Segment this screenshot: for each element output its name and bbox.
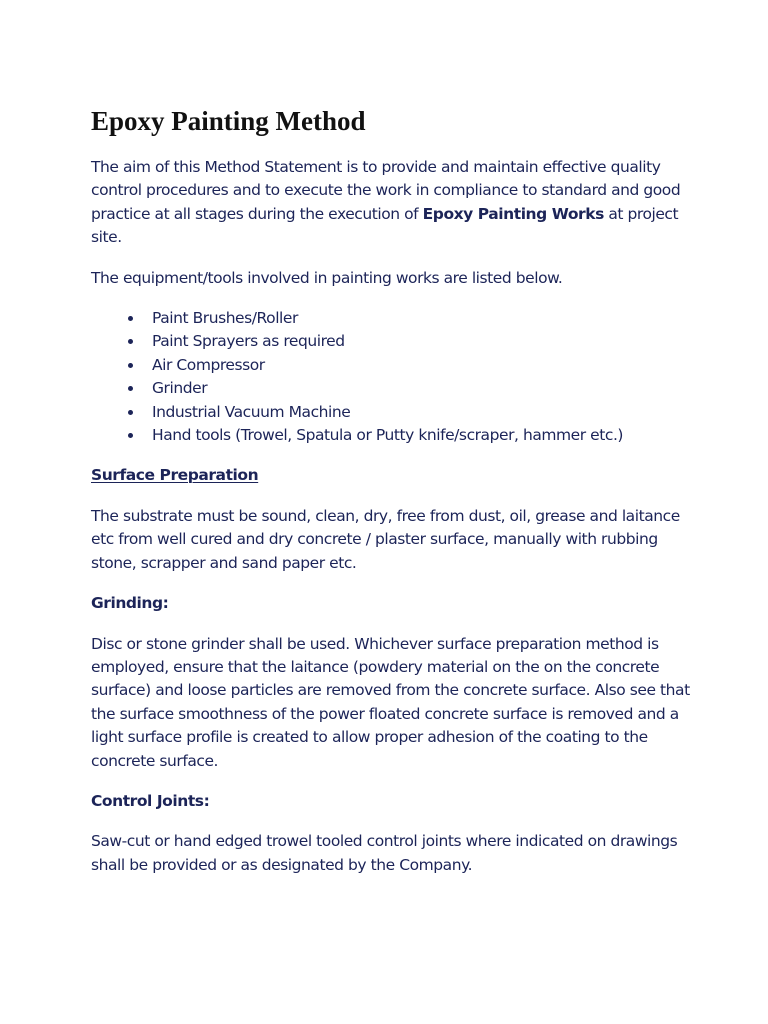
document-title: Epoxy Painting Method: [91, 106, 366, 136]
intro-bold-text: Epoxy Painting Works: [422, 204, 604, 223]
intro-text-start: The aim of this Method Statement is to provide and maintain effective quality control procedures and to execute the work in compliance to standard and good practice at all stages during the execution of: [91, 158, 681, 223]
intro-paragraph: [91, 156, 691, 250]
surface-preparation-heading: Surface Preparation: [91, 466, 259, 485]
grinding-body: Disc or stone grinder shall be used. Whichever surface preparation method is employed, ensure that the laitance (powdery material on the on the concrete surface) and loose particles are removed from the concrete surface. Also see that the surface smoothness of the power floated concrete surface is removed and a light surface profile is created to allow proper adhesion of the coating to the concrete surface.: [91, 634, 690, 770]
bullet-icon: [128, 386, 133, 391]
list-item: [128, 401, 691, 424]
list-item-text: Air Compressor: [152, 355, 265, 374]
document-page: [91, 104, 691, 894]
bullet-icon: [128, 363, 133, 368]
list-item-text: Paint Sprayers as required: [152, 332, 345, 351]
bullet-icon: [128, 410, 133, 415]
bullet-icon: [128, 339, 133, 344]
intro-text-end: at project site.: [91, 204, 679, 247]
list-item-text: Hand tools (Trowel, Spatula or Putty knife/scraper, hammer etc.): [152, 426, 624, 445]
equipment-list: [91, 307, 691, 447]
list-item: [128, 330, 691, 353]
list-item-text: Industrial Vacuum Machine: [152, 402, 351, 421]
control-joints-body: Saw-cut or hand edged trowel tooled control joints where indicated on drawings shall be provided or as designated by the Company.: [91, 832, 678, 874]
list-item: [128, 377, 691, 400]
list-item-text: Grinder: [152, 379, 208, 398]
list-item: [128, 424, 691, 447]
control-joints-heading: Control Joints:: [91, 791, 210, 810]
surface-preparation-body: The substrate must be sound, clean, dry, free from dust, oil, grease and laitance etc from well cured and dry concrete / plaster surface, manually with rubbing stone, scrapper and sand paper etc.: [91, 506, 680, 572]
list-item: [128, 307, 691, 330]
list-item: [128, 354, 691, 377]
bullet-icon: [128, 433, 133, 438]
equipment-intro: The equipment/tools involved in painting works are listed below.: [91, 268, 563, 287]
grinding-heading: Grinding:: [91, 594, 169, 613]
list-item-text: Paint Brushes/Roller: [152, 309, 298, 328]
bullet-icon: [128, 316, 133, 321]
